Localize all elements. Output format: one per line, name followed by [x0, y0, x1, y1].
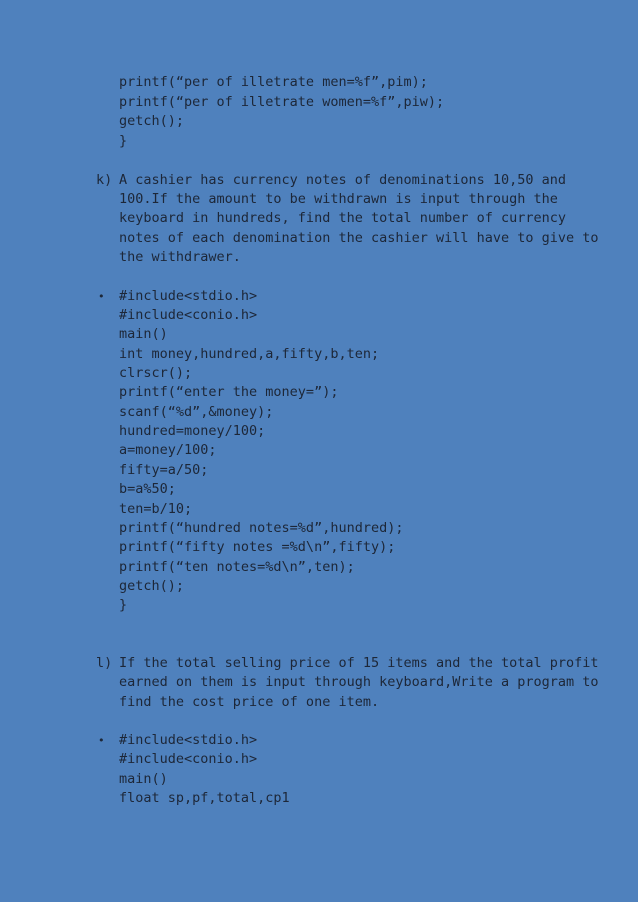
code-line: b=a%50; [119, 481, 176, 497]
code-line: scanf(“%d”,&money); [119, 404, 274, 420]
code-line: int money,hundred,a,fifty,b,ten; [119, 346, 380, 362]
code-line: getch(); [119, 578, 185, 594]
question-k-line: keyboard in hundreds, find the total number of currency [119, 210, 567, 226]
code-line: a=money/100; [119, 442, 217, 458]
question-k-line: notes of each denomination the cashier will have to give to [119, 230, 599, 246]
code-line: fifty=a/50; [119, 462, 209, 478]
question-k-line: 100.If the amount to be withdrawn is input through the [119, 191, 558, 207]
question-l-line: find the cost price of one item. [119, 694, 380, 710]
code-line: #include<stdio.h> [119, 732, 258, 748]
code-line: printf(“per of illetrate men=%f”,pim); [119, 74, 428, 90]
question-l-line: earned on them is input through keyboard,Write a program to [119, 674, 599, 690]
question-marker-l: l) [96, 655, 113, 671]
bullet-icon: • [98, 290, 105, 303]
code-line: float sp,pf,total,cp1 [119, 790, 290, 806]
code-line: main() [119, 771, 168, 787]
question-k-line: A cashier has currency notes of denominations 10,50 and [119, 172, 567, 188]
code-line: printf(“enter the money=”); [119, 384, 339, 400]
code-line: hundred=money/100; [119, 423, 266, 439]
code-line: getch(); [119, 113, 185, 129]
code-line: clrscr(); [119, 365, 193, 381]
question-k-line: the withdrawer. [119, 249, 241, 265]
code-line: printf(“ten notes=%d\n”,ten); [119, 559, 355, 575]
code-line: #include<conio.h> [119, 751, 258, 767]
question-marker-k: k) [96, 172, 113, 188]
code-line: } [119, 597, 128, 613]
code-line: } [119, 133, 128, 149]
code-line: #include<stdio.h> [119, 288, 258, 304]
code-line: printf(“hundred notes=%d”,hundred); [119, 520, 404, 536]
bullet-icon: • [98, 734, 105, 747]
code-line: printf(“fifty notes =%d\n”,fifty); [119, 539, 396, 555]
code-line: ten=b/10; [119, 501, 193, 517]
code-line: main() [119, 326, 168, 342]
question-l-line: If the total selling price of 15 items and the total profit [119, 655, 599, 671]
code-line: printf(“per of illetrate women=%f”,piw); [119, 94, 445, 110]
code-line: #include<conio.h> [119, 307, 258, 323]
